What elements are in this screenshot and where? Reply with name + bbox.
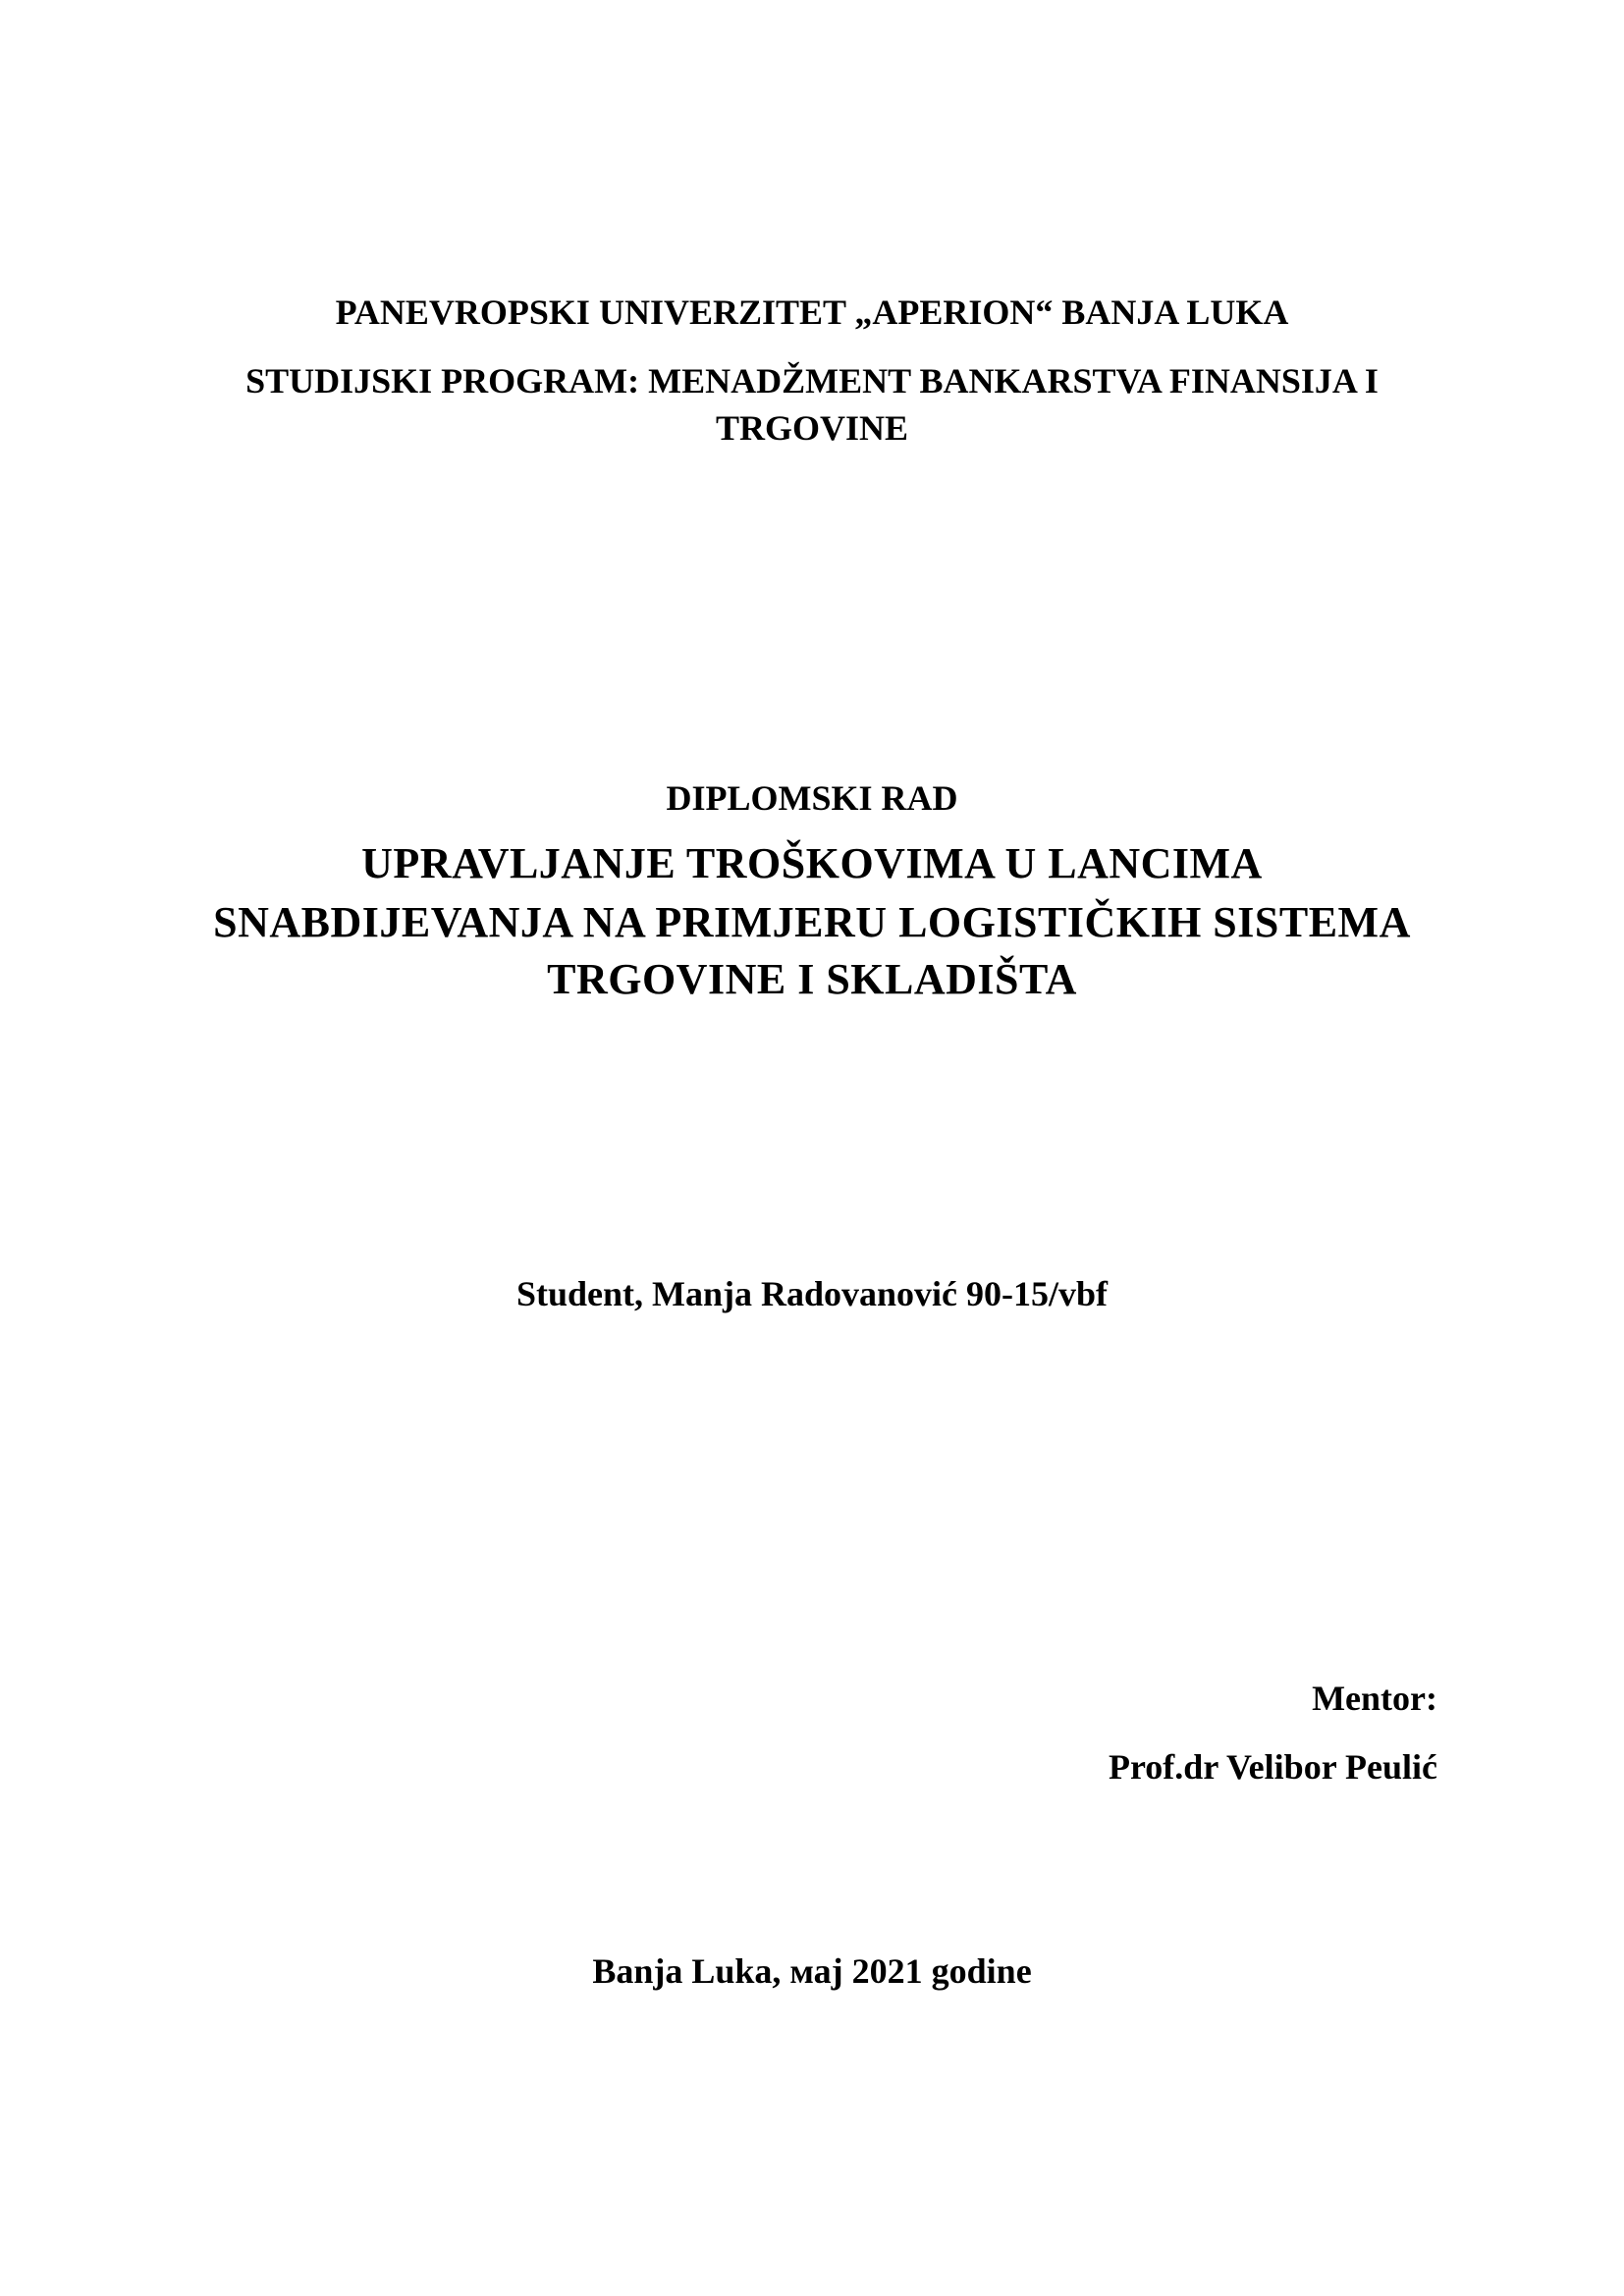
thesis-type: DIPLOMSKI RAD <box>666 778 958 818</box>
mentor-label: Mentor: <box>1312 1679 1437 1718</box>
study-program-line-1: STUDIJSKI PROGRAM: MENADŽMENT BANKARSTVA FINANSIJA I <box>245 361 1379 400</box>
thesis-title-line-2: SNABDIJEVANJA NA PRIMJERU LOGISTIČKIH SISTEMA <box>213 898 1411 946</box>
place-and-date: Banja Luka, мај 2021 godine <box>592 1951 1032 1991</box>
thesis-title-line-1: UPRAVLJANJE TROŠKOVIMA U LANCIMA <box>361 839 1263 887</box>
student-info: Student, Manja Radovanović 90-15/vbf <box>515 1274 1109 1313</box>
mentor-name: Prof.dr Velibor Peulić <box>1108 1747 1437 1787</box>
study-program-line-2: TRGOVINE <box>715 408 909 448</box>
thesis-title-line-3: TRGOVINE I SKLADIŠTA <box>547 955 1077 1003</box>
university-name: PANEVROPSKI UNIVERZITET „APERION“ BANJA LUKA <box>335 293 1289 332</box>
